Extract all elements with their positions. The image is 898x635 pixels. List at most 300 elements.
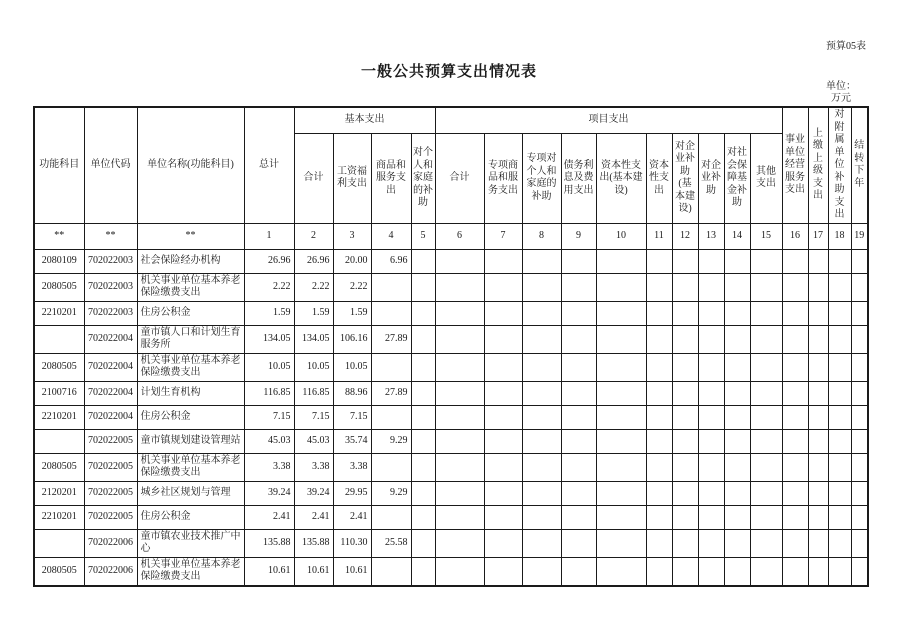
cell-family-subsidy [411, 353, 435, 381]
cell-unit-name: 童市镇人口和计划生育服务所 [137, 325, 244, 353]
cell-empty [561, 481, 596, 505]
cell-empty [724, 453, 750, 481]
cell-basic-subtotal: 2.22 [294, 273, 333, 301]
table-row [34, 249, 868, 273]
cell-func-code: 2120201 [34, 481, 84, 505]
column-index-cell: 4 [371, 223, 411, 249]
cell-empty [750, 381, 782, 405]
cell-empty [828, 429, 851, 453]
cell-goods-services [371, 273, 411, 301]
col-header-unit-name: 单位名称(功能科目) [137, 107, 244, 223]
cell-empty [808, 325, 828, 353]
cell-family-subsidy [411, 481, 435, 505]
column-index-cell: 7 [484, 223, 522, 249]
unit-label [826, 81, 856, 104]
cell-basic-subtotal: 2.41 [294, 505, 333, 529]
cell-empty [561, 505, 596, 529]
cell-empty [484, 353, 522, 381]
cell-empty [750, 529, 782, 557]
column-index-cell: 17 [808, 223, 828, 249]
cell-empty [435, 273, 484, 301]
cell-empty [596, 429, 646, 453]
cell-basic-subtotal: 1.59 [294, 301, 333, 325]
column-index-cell: 13 [698, 223, 724, 249]
cell-empty [782, 353, 808, 381]
cell-unit-code: 702022005 [84, 505, 137, 529]
cell-empty [596, 325, 646, 353]
header-group-row [34, 107, 868, 134]
cell-unit-name: 住房公积金 [137, 505, 244, 529]
table-row [34, 557, 868, 586]
column-index-cell: 3 [333, 223, 371, 249]
cell-empty [808, 481, 828, 505]
cell-empty [851, 301, 868, 325]
cell-wage-welfare: 88.96 [333, 381, 371, 405]
cell-grand-total: 7.15 [244, 405, 294, 429]
cell-empty [596, 273, 646, 301]
cell-grand-total: 39.24 [244, 481, 294, 505]
cell-func-code: 2080505 [34, 273, 84, 301]
cell-empty [522, 249, 561, 273]
cell-grand-total: 3.38 [244, 453, 294, 481]
cell-unit-name: 机关事业单位基本养老保险缴费支出 [137, 273, 244, 301]
table-row [34, 429, 868, 453]
col-header-basic-subtotal: 合计 [294, 134, 333, 223]
col-header-unit-code: 单位代码 [84, 107, 137, 223]
cell-empty [522, 557, 561, 586]
cell-func-code: 2080505 [34, 557, 84, 586]
cell-empty [782, 301, 808, 325]
cell-empty [522, 273, 561, 301]
cell-empty [522, 481, 561, 505]
cell-empty [782, 325, 808, 353]
cell-unit-code: 702022005 [84, 453, 137, 481]
column-index-cell: 6 [435, 223, 484, 249]
col-header-subsidiary-subsidy: 对附属单位补助支出 [828, 107, 851, 223]
cell-empty [698, 557, 724, 586]
cell-empty [808, 249, 828, 273]
column-index-cell: 10 [596, 223, 646, 249]
cell-empty [596, 529, 646, 557]
cell-wage-welfare: 110.30 [333, 529, 371, 557]
cell-empty [828, 249, 851, 273]
cell-family-subsidy [411, 453, 435, 481]
cell-goods-services [371, 405, 411, 429]
cell-empty [828, 405, 851, 429]
cell-unit-name: 童市镇农业技术推广中心 [137, 529, 244, 557]
cell-empty [698, 481, 724, 505]
cell-empty [672, 381, 698, 405]
cell-grand-total: 134.05 [244, 325, 294, 353]
cell-empty [561, 429, 596, 453]
col-header-wage-welfare: 工资福利支出 [333, 134, 371, 223]
cell-wage-welfare: 2.22 [333, 273, 371, 301]
cell-goods-services [371, 505, 411, 529]
cell-empty [646, 353, 672, 381]
cell-empty [808, 405, 828, 429]
header-index-row [34, 223, 868, 249]
cell-unit-code: 702022004 [84, 353, 137, 381]
cell-empty [646, 325, 672, 353]
cell-empty [698, 353, 724, 381]
cell-empty [750, 273, 782, 301]
cell-empty [851, 453, 868, 481]
col-header-special-goods-services: 专项商品和服务支出 [484, 134, 522, 223]
cell-empty [808, 505, 828, 529]
table-row [34, 381, 868, 405]
cell-unit-name: 童市镇规划建设管理站 [137, 429, 244, 453]
cell-empty [596, 301, 646, 325]
cell-empty [672, 249, 698, 273]
cell-func-code: 2080505 [34, 353, 84, 381]
cell-basic-subtotal: 7.15 [294, 405, 333, 429]
cell-basic-subtotal: 3.38 [294, 453, 333, 481]
cell-empty [698, 405, 724, 429]
cell-empty [851, 529, 868, 557]
doc-number-label: 预算05表 [826, 41, 866, 52]
table-row [34, 481, 868, 505]
cell-empty [672, 481, 698, 505]
cell-empty [698, 273, 724, 301]
cell-empty [724, 249, 750, 273]
cell-empty [596, 381, 646, 405]
cell-empty [646, 481, 672, 505]
cell-empty [646, 301, 672, 325]
col-header-social-security-fund-subsidy: 对社会保障基金补助 [724, 134, 750, 223]
cell-empty [484, 249, 522, 273]
cell-basic-subtotal: 39.24 [294, 481, 333, 505]
cell-goods-services: 9.29 [371, 429, 411, 453]
table-row [34, 405, 868, 429]
cell-empty [672, 405, 698, 429]
cell-empty [782, 273, 808, 301]
cell-empty [750, 353, 782, 381]
cell-wage-welfare: 10.61 [333, 557, 371, 586]
cell-unit-name: 机关事业单位基本养老保险缴费支出 [137, 353, 244, 381]
cell-empty [596, 557, 646, 586]
cell-empty [522, 405, 561, 429]
cell-empty [698, 249, 724, 273]
cell-empty [828, 529, 851, 557]
col-header-func-subject: 功能科目 [34, 107, 84, 223]
cell-unit-code: 702022004 [84, 381, 137, 405]
col-header-special-family-subsidy: 专项对个人和家庭的补助 [522, 134, 561, 223]
cell-empty [851, 405, 868, 429]
cell-empty [522, 429, 561, 453]
cell-empty [808, 453, 828, 481]
column-index-cell: 14 [724, 223, 750, 249]
cell-empty [724, 405, 750, 429]
table-row [34, 301, 868, 325]
table-row [34, 505, 868, 529]
cell-grand-total: 135.88 [244, 529, 294, 557]
table-row [34, 453, 868, 481]
col-header-debt-interest-fees: 债务利息及费用支出 [561, 134, 596, 223]
cell-family-subsidy [411, 429, 435, 453]
cell-wage-welfare: 3.38 [333, 453, 371, 481]
table-body [34, 249, 868, 586]
cell-empty [851, 381, 868, 405]
cell-empty [672, 529, 698, 557]
cell-unit-name: 社会保险经办机构 [137, 249, 244, 273]
cell-func-code [34, 325, 84, 353]
cell-empty [724, 505, 750, 529]
cell-unit-code: 702022004 [84, 325, 137, 353]
cell-func-code: 2210201 [34, 505, 84, 529]
cell-wage-welfare: 1.59 [333, 301, 371, 325]
cell-empty [782, 249, 808, 273]
cell-family-subsidy [411, 301, 435, 325]
col-header-goods-services: 商品和服务支出 [371, 134, 411, 223]
cell-empty [435, 325, 484, 353]
cell-unit-code: 702022006 [84, 529, 137, 557]
table-row [34, 353, 868, 381]
cell-empty [724, 381, 750, 405]
cell-empty [484, 301, 522, 325]
cell-empty [828, 381, 851, 405]
cell-empty [808, 273, 828, 301]
cell-empty [782, 481, 808, 505]
cell-empty [561, 273, 596, 301]
cell-basic-subtotal: 26.96 [294, 249, 333, 273]
cell-grand-total: 26.96 [244, 249, 294, 273]
cell-empty [724, 353, 750, 381]
cell-empty [828, 481, 851, 505]
cell-empty [672, 273, 698, 301]
cell-empty [435, 453, 484, 481]
cell-empty [561, 529, 596, 557]
column-index-cell: 8 [522, 223, 561, 249]
cell-goods-services: 25.58 [371, 529, 411, 557]
cell-family-subsidy [411, 405, 435, 429]
cell-empty [782, 429, 808, 453]
cell-empty [646, 453, 672, 481]
cell-empty [808, 353, 828, 381]
table-row [34, 273, 868, 301]
cell-empty [561, 453, 596, 481]
cell-family-subsidy [411, 381, 435, 405]
cell-empty [484, 529, 522, 557]
cell-empty [828, 505, 851, 529]
cell-unit-name: 城乡社区规划与管理 [137, 481, 244, 505]
cell-empty [522, 381, 561, 405]
cell-basic-subtotal: 116.85 [294, 381, 333, 405]
cell-empty [484, 505, 522, 529]
cell-empty [435, 557, 484, 586]
cell-empty [808, 529, 828, 557]
cell-unit-code: 702022003 [84, 249, 137, 273]
cell-basic-subtotal: 10.05 [294, 353, 333, 381]
cell-wage-welfare: 7.15 [333, 405, 371, 429]
cell-empty [522, 505, 561, 529]
cell-family-subsidy [411, 325, 435, 353]
cell-empty [435, 429, 484, 453]
cell-goods-services: 9.29 [371, 481, 411, 505]
cell-empty [435, 301, 484, 325]
cell-goods-services: 27.89 [371, 381, 411, 405]
cell-empty [672, 505, 698, 529]
cell-empty [672, 325, 698, 353]
table-row [34, 529, 868, 557]
cell-basic-subtotal: 135.88 [294, 529, 333, 557]
column-index-cell: 11 [646, 223, 672, 249]
cell-empty [522, 301, 561, 325]
cell-empty [724, 429, 750, 453]
cell-grand-total: 10.05 [244, 353, 294, 381]
column-index-cell: 9 [561, 223, 596, 249]
cell-empty [782, 505, 808, 529]
cell-empty [782, 381, 808, 405]
unit-label-line1: 单位： [826, 81, 856, 92]
cell-empty [484, 429, 522, 453]
cell-empty [750, 249, 782, 273]
cell-empty [698, 325, 724, 353]
cell-grand-total: 10.61 [244, 557, 294, 586]
cell-empty [435, 481, 484, 505]
group-header-basic-expenditure: 基本支出 [294, 107, 435, 134]
cell-empty [484, 557, 522, 586]
cell-empty [724, 301, 750, 325]
cell-empty [435, 381, 484, 405]
cell-empty [808, 429, 828, 453]
cell-empty [435, 505, 484, 529]
cell-unit-code: 702022003 [84, 301, 137, 325]
cell-empty [808, 301, 828, 325]
column-index-cell: 15 [750, 223, 782, 249]
cell-empty [522, 353, 561, 381]
cell-empty [646, 529, 672, 557]
cell-empty [851, 325, 868, 353]
cell-empty [698, 529, 724, 557]
cell-wage-welfare: 10.05 [333, 353, 371, 381]
cell-wage-welfare: 29.95 [333, 481, 371, 505]
cell-empty [646, 249, 672, 273]
cell-empty [484, 325, 522, 353]
cell-goods-services [371, 453, 411, 481]
cell-empty [828, 273, 851, 301]
col-header-carryover-next-year: 结转下年 [851, 107, 868, 223]
cell-empty [851, 481, 868, 505]
cell-grand-total: 2.41 [244, 505, 294, 529]
cell-empty [596, 405, 646, 429]
col-header-enterprise-subsidy-construction: 对企业补助(基本建设) [672, 134, 698, 223]
cell-empty [435, 405, 484, 429]
cell-empty [782, 529, 808, 557]
cell-wage-welfare: 20.00 [333, 249, 371, 273]
cell-goods-services [371, 301, 411, 325]
cell-empty [782, 557, 808, 586]
cell-empty [672, 429, 698, 453]
cell-empty [596, 505, 646, 529]
cell-empty [782, 453, 808, 481]
cell-empty [561, 301, 596, 325]
cell-empty [724, 481, 750, 505]
cell-empty [851, 353, 868, 381]
col-header-enterprise-subsidy: 对企业补助 [698, 134, 724, 223]
cell-empty [646, 429, 672, 453]
cell-empty [561, 405, 596, 429]
column-index-cell: 5 [411, 223, 435, 249]
cell-unit-code: 702022003 [84, 273, 137, 301]
cell-empty [561, 325, 596, 353]
cell-unit-code: 702022005 [84, 481, 137, 505]
cell-family-subsidy [411, 273, 435, 301]
page-title: 一般公共预算支出情况表 [360, 64, 537, 80]
cell-empty [724, 325, 750, 353]
cell-empty [750, 505, 782, 529]
cell-empty [828, 453, 851, 481]
cell-empty [435, 249, 484, 273]
cell-empty [828, 325, 851, 353]
cell-empty [828, 557, 851, 586]
cell-empty [484, 405, 522, 429]
cell-empty [724, 273, 750, 301]
cell-unit-name: 住房公积金 [137, 405, 244, 429]
cell-empty [561, 557, 596, 586]
cell-family-subsidy [411, 249, 435, 273]
cell-empty [724, 529, 750, 557]
column-index-cell: 16 [782, 223, 808, 249]
cell-empty [851, 557, 868, 586]
cell-empty [596, 481, 646, 505]
column-index-cell: 19 [851, 223, 868, 249]
cell-empty [646, 381, 672, 405]
cell-empty [596, 249, 646, 273]
cell-empty [672, 557, 698, 586]
cell-empty [808, 381, 828, 405]
cell-goods-services [371, 353, 411, 381]
col-header-grand-total: 总计 [244, 107, 294, 223]
cell-grand-total: 116.85 [244, 381, 294, 405]
cell-empty [522, 325, 561, 353]
col-header-other-expenditure: 其他支出 [750, 134, 782, 223]
cell-wage-welfare: 35.74 [333, 429, 371, 453]
col-header-project-subtotal: 合计 [435, 134, 484, 223]
cell-grand-total: 2.22 [244, 273, 294, 301]
cell-empty [484, 381, 522, 405]
cell-func-code: 2210201 [34, 405, 84, 429]
cell-empty [672, 301, 698, 325]
cell-empty [750, 301, 782, 325]
cell-empty [672, 453, 698, 481]
cell-family-subsidy [411, 529, 435, 557]
column-index-cell: ** [34, 223, 84, 249]
cell-empty [522, 529, 561, 557]
cell-empty [435, 529, 484, 557]
cell-empty [698, 505, 724, 529]
cell-empty [646, 273, 672, 301]
cell-empty [596, 453, 646, 481]
cell-empty [828, 301, 851, 325]
cell-func-code: 2080109 [34, 249, 84, 273]
column-index-cell: 18 [828, 223, 851, 249]
budget-expenditure-table [33, 106, 869, 587]
cell-grand-total: 45.03 [244, 429, 294, 453]
cell-empty [522, 453, 561, 481]
cell-empty [828, 353, 851, 381]
cell-unit-name: 计划生育机构 [137, 381, 244, 405]
cell-empty [750, 429, 782, 453]
cell-empty [561, 249, 596, 273]
cell-goods-services: 6.96 [371, 249, 411, 273]
cell-empty [435, 353, 484, 381]
cell-empty [750, 405, 782, 429]
cell-goods-services: 27.89 [371, 325, 411, 353]
cell-empty [561, 353, 596, 381]
column-index-cell: 2 [294, 223, 333, 249]
column-index-cell: ** [137, 223, 244, 249]
column-index-cell: ** [84, 223, 137, 249]
